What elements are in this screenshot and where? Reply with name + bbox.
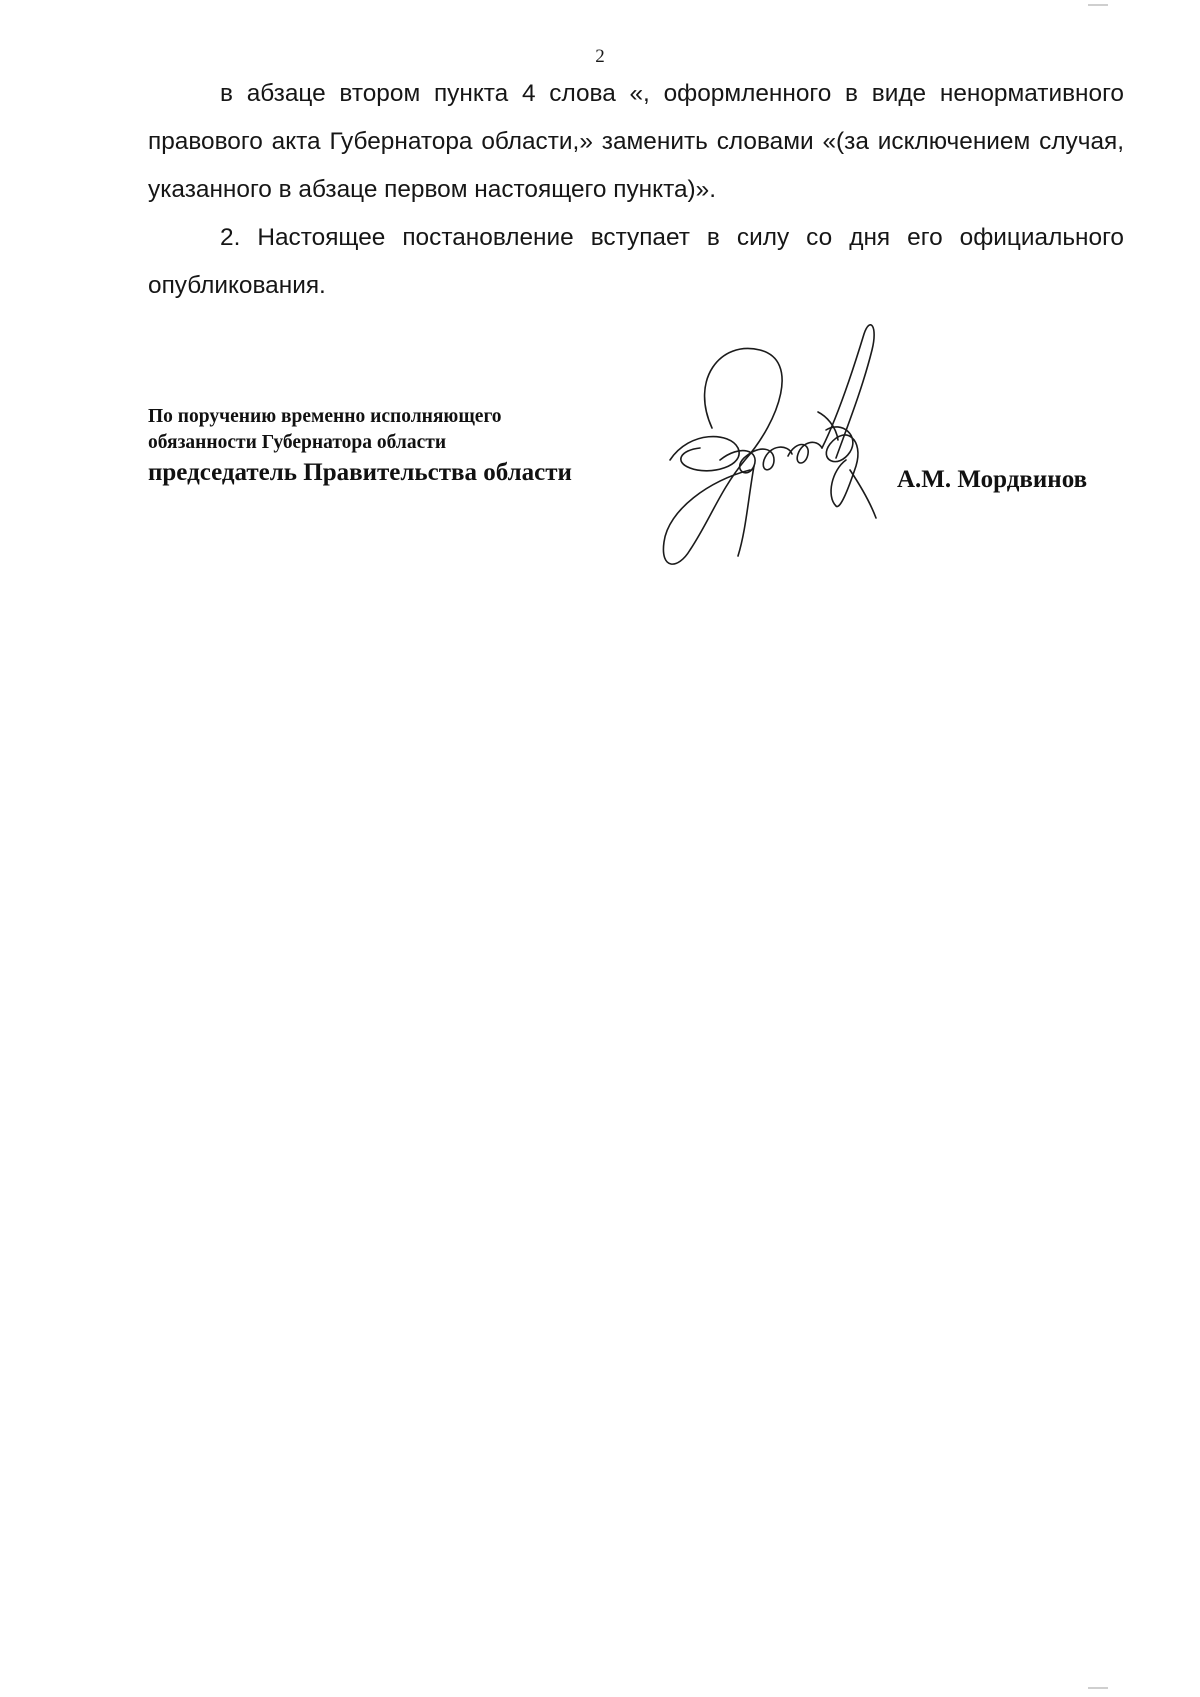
signature-title-line-1: По поручению временно исполняющего: [148, 406, 502, 427]
signatory-name: А.М. Мордвинов: [897, 466, 1088, 493]
document-body: [148, 70, 1124, 310]
scan-artifact: [1088, 4, 1108, 6]
signature-title-line-3: председатель Правительства области: [148, 459, 572, 486]
signature-title-block: [148, 404, 572, 490]
paragraph-effective-date: 2. Настоящее постановление вступает в силу со дня его официального опубликования.: [148, 224, 1124, 299]
paragraph-amendment: в абзаце втором пункта 4 слова «, оформленного в виде ненормативного правового акта Губернатора области,» заменить словами «(за исключением случая, указанного в абзаце первом настоящего пункта)».: [148, 80, 1124, 203]
scan-artifact: [1088, 1687, 1108, 1689]
signature-title-line-2: обязанности Губернатора области: [148, 432, 447, 453]
handwritten-signature: [650, 320, 910, 580]
page-number: 2: [595, 46, 605, 67]
